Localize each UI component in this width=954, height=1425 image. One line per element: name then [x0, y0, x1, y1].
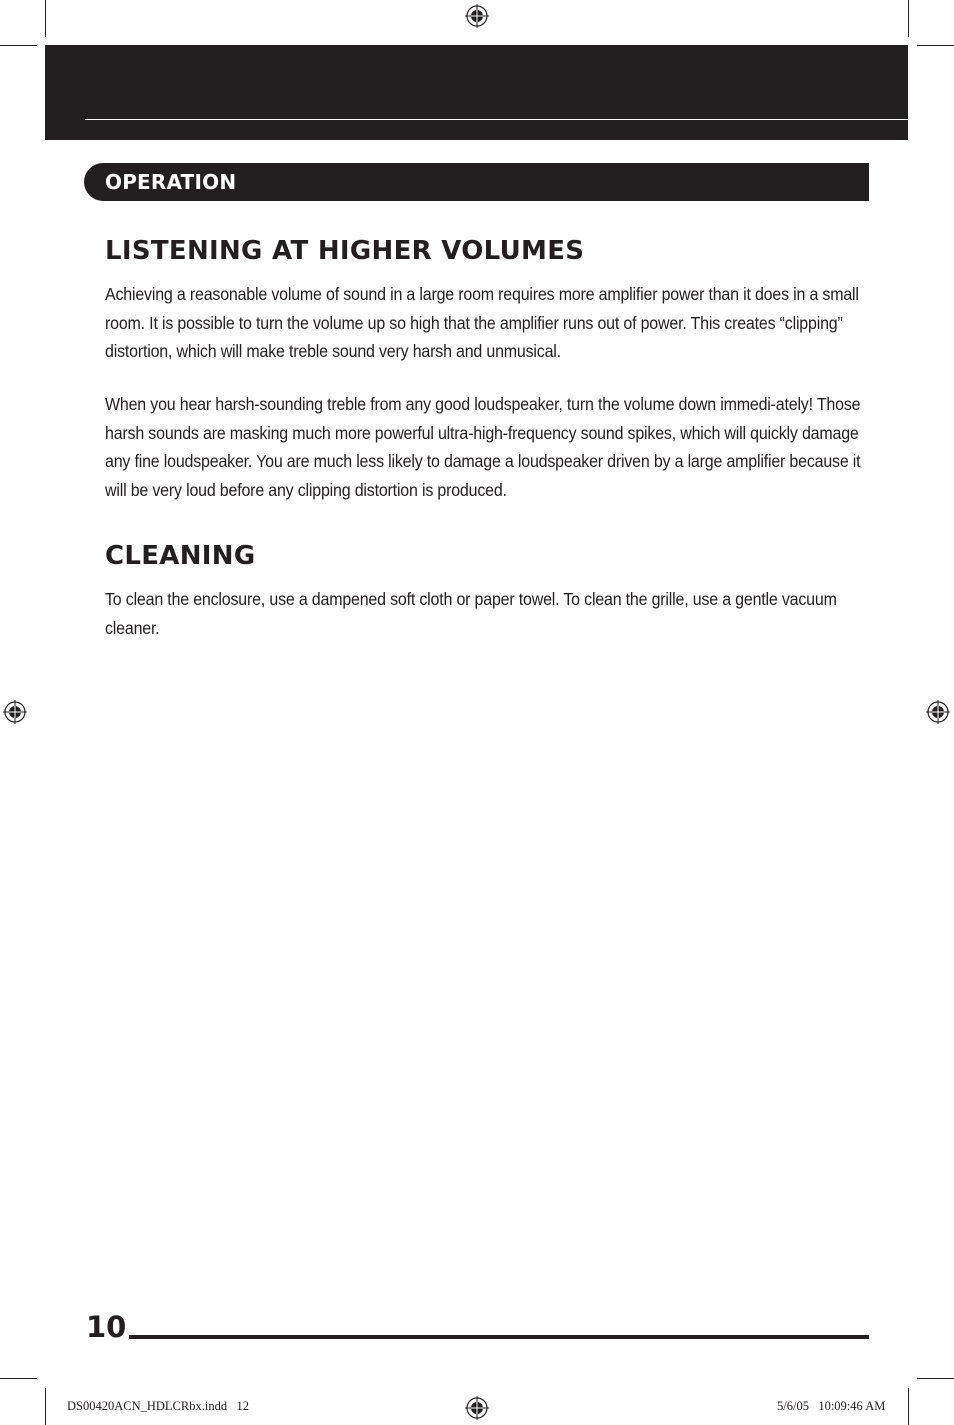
crop-mark — [0, 45, 37, 46]
listening-paragraph-2: When you hear harsh-sounding treble from any good loudspeaker, turn the volume down immedi-ately! Those harsh sounds are masking much more powerful ultra-high-frequency sound spikes, which will quickly damage any fine loudspeaker. You are much less likely to damage a loudspeaker driven by a large amplifier because it will be very loud before any clipping distortion is produced. — [105, 394, 861, 500]
crop-mark — [0, 1378, 37, 1379]
listening-heading: LISTENING AT HIGHER VOLUMES — [105, 236, 585, 266]
section-label: OPERATION — [105, 170, 237, 194]
cleaning-paragraph: To clean the enclosure, use a dampened soft cloth or paper towel. To clean the grille, use a gentle vacuum cleaner. — [105, 589, 837, 638]
crop-mark — [45, 0, 46, 37]
listening-paragraph-1: Achieving a reasonable volume of sound in a large room requires more amplifier power than it does in a small room. It is possible to turn the volume up so high that the amplifier runs out of power. This creates “clipping” distortion, which will make treble sound very harsh and unmusical. — [105, 284, 859, 361]
crop-mark — [917, 1378, 954, 1379]
registration-mark-icon — [926, 700, 950, 724]
page-number: 10 — [86, 1310, 127, 1344]
crop-mark — [908, 0, 909, 37]
slug-date: 5/6/05 10:09:46 AM — [777, 1399, 886, 1413]
slug-filename: DS00420ACN_HDLCRbx.indd 12 — [67, 1399, 249, 1413]
footer-rule — [129, 1335, 869, 1339]
header-band — [45, 45, 908, 140]
header-rule — [85, 119, 908, 120]
registration-mark-icon — [465, 4, 489, 28]
registration-mark-icon — [465, 1396, 489, 1420]
crop-mark — [917, 45, 954, 46]
cleaning-heading: CLEANING — [105, 541, 256, 571]
crop-mark — [908, 1388, 909, 1425]
crop-mark — [45, 1388, 46, 1425]
registration-mark-icon — [3, 700, 27, 724]
